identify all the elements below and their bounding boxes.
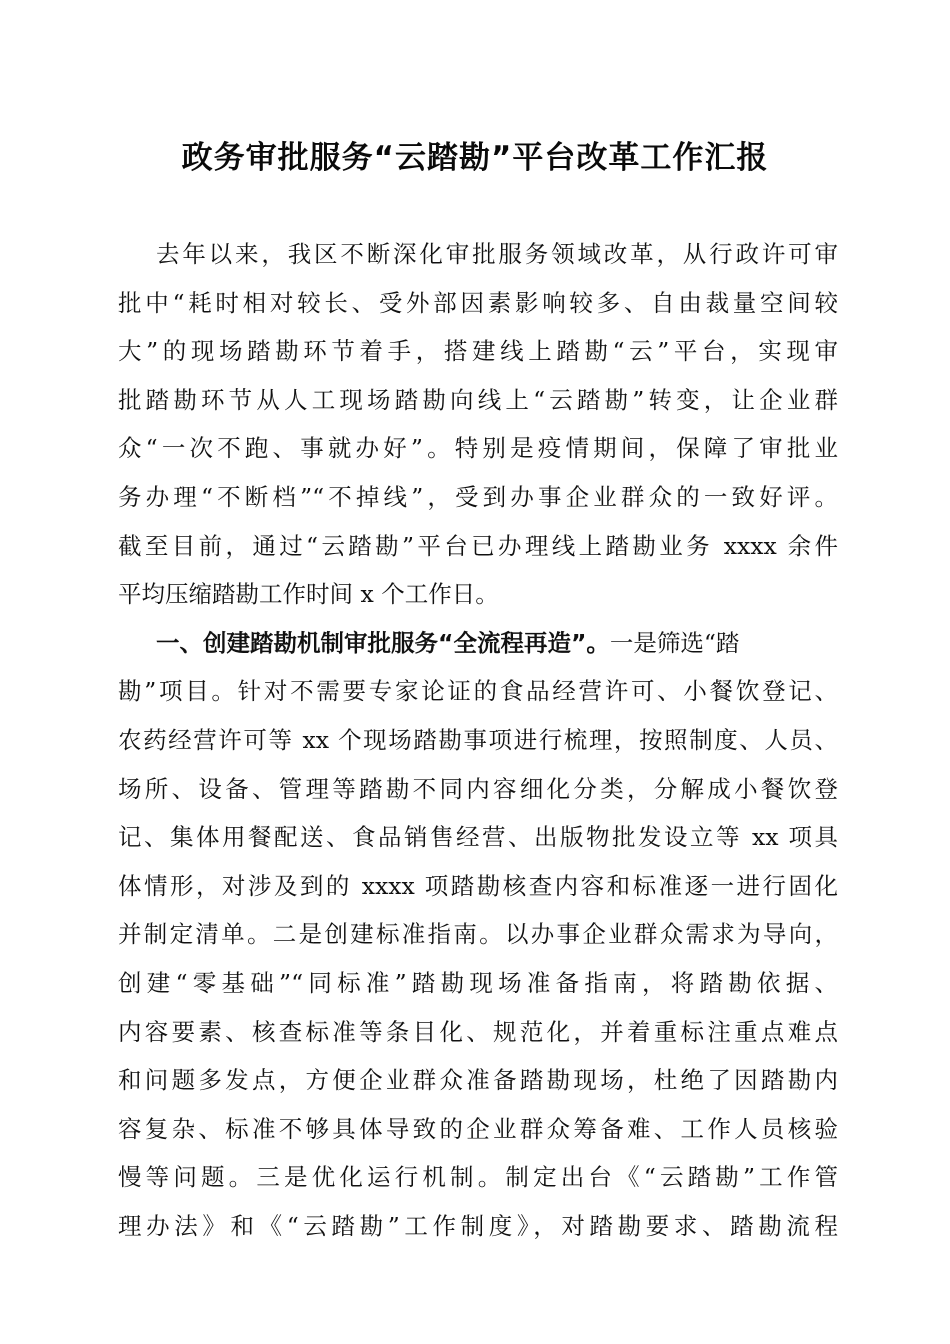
paragraph-line: 体情形，对涉及到的 xxxx 项踏勘核查内容和标准逐一进行固化: [118, 871, 838, 900]
paragraph-line: 内容要素、核查标准等条目化、规范化，并着重标注重点难点: [118, 1017, 838, 1046]
paragraph-line: 去年以来，我区不断深化审批服务领域改革，从行政许可审: [156, 240, 838, 268]
paragraph-line: 容复杂、标准不够具体导致的企业群众筹备难、工作人员核验: [118, 1114, 838, 1143]
document-title: 政务审批服务“云踏勘”平台改革工作汇报: [181, 140, 769, 176]
paragraph-line: 和问题多发点，方便企业群众准备踏勘现场，杜绝了因踏勘内: [118, 1066, 838, 1095]
paragraph-line-start: 勘”: [118, 677, 157, 706]
paragraph-line: [118, 667, 838, 716]
paragraph-line: 理办法》和《“云踏勘”工作制度》，对踏勘要求、踏勘流程: [118, 1211, 838, 1240]
paragraph-line: 大”的现场踏勘环节着手，搭建线上踏勘“云”平台，实现审: [118, 337, 838, 366]
paragraph-line: 批中“耗时相对较长、受外部因素影响较多、自由裁量空间较: [118, 288, 838, 317]
paragraph-line: 创建“零基础”“同标准”踏勘现场准备指南，将踏勘依据、: [118, 968, 838, 997]
paragraph-line: 平均压缩踏勘工作时间 x 个工作日。: [118, 580, 499, 609]
paragraph-line: 务办理“不断档”“不掉线”，受到办事企业群众的一致好评。: [118, 482, 838, 511]
section-heading-line: [118, 619, 838, 668]
document-body: [118, 230, 838, 1250]
paragraph-line: 并制定清单。二是创建标准指南。以办事企业群众需求为导向，: [118, 920, 838, 949]
paragraph-line: 批踏勘环节从人工现场踏勘向线上“云踏勘”转变，让企业群: [118, 385, 838, 414]
section-heading: 一、创建踏勘机制审批服务“全流程再造”。: [156, 628, 610, 657]
paragraph-line: 农药经营许可等 xx 个现场踏勘事项进行梳理，按照制度、人员、: [118, 725, 838, 754]
paragraph-line: 慢等问题。三是优化运行机制。制定出台《“云踏勘”工作管: [118, 1163, 838, 1192]
paragraph-line: 场所、设备、管理等踏勘不同内容细化分类，分解成小餐饮登: [118, 774, 838, 803]
paragraph-line: 记、集体用餐配送、食品销售经营、出版物批发设立等 xx 项具: [118, 823, 838, 852]
paragraph-line: 截至目前，通过“云踏勘”平台已办理线上踏勘业务 xxxx 余件: [118, 531, 838, 560]
paragraph-line-rest: 项目。针对不需要专家论证的食品经营许可、小餐饮登记、: [156, 677, 839, 706]
section-heading-tail: 一是筛选“踏: [609, 628, 740, 657]
paragraph-line: 众“一次不跑、事就办好”。特别是疫情期间，保障了审批业: [118, 434, 838, 463]
